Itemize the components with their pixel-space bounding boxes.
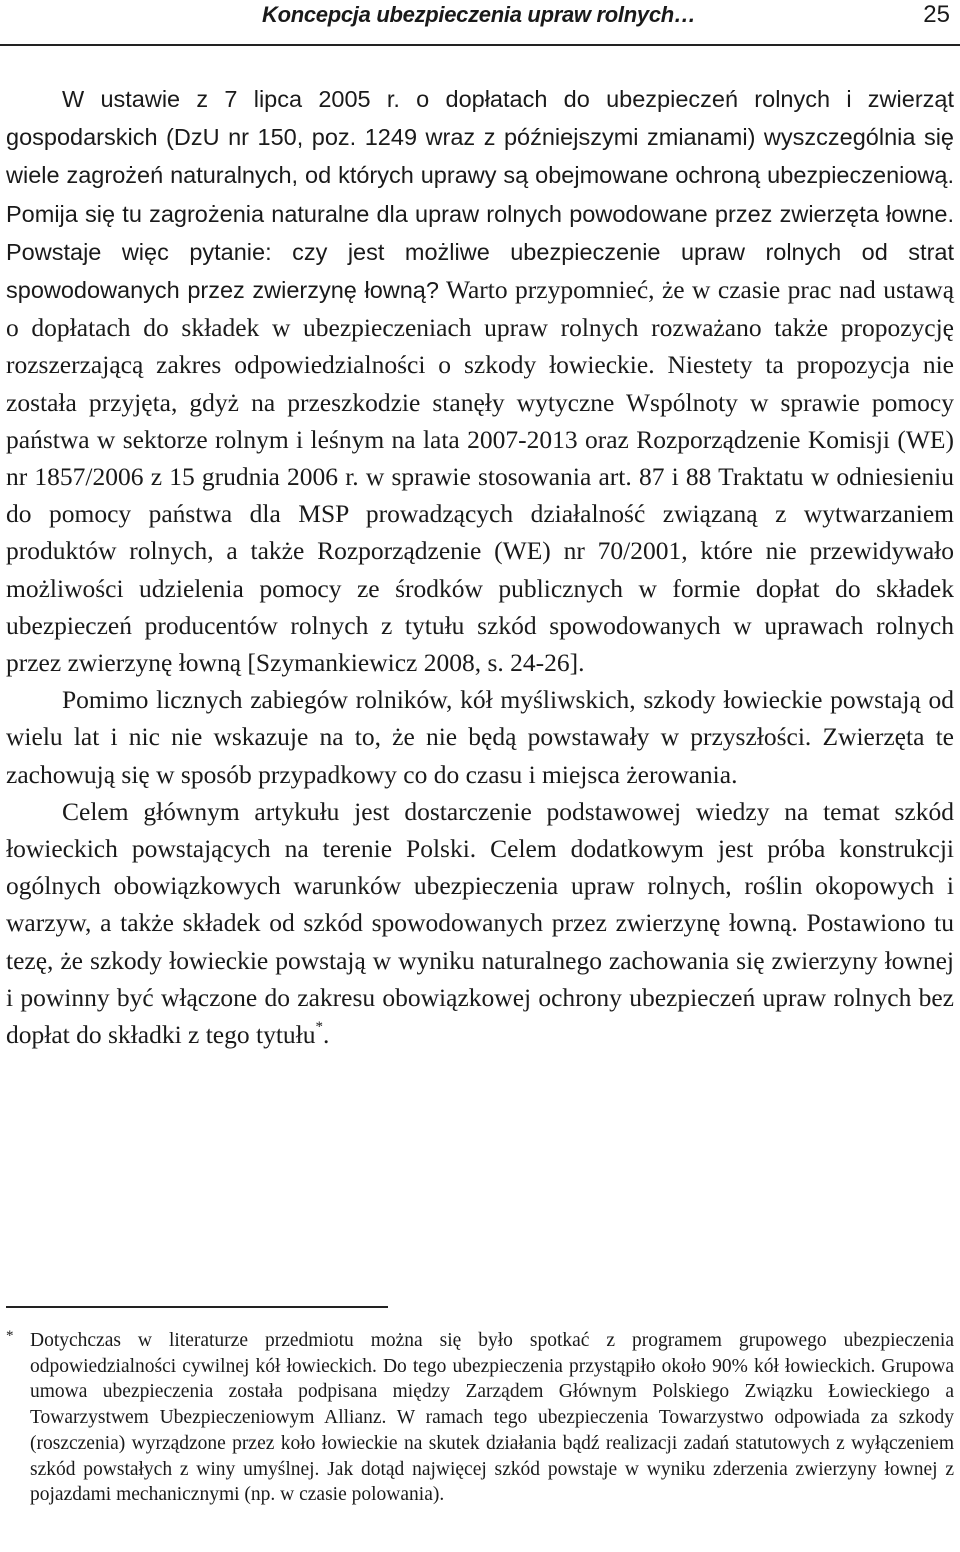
footnote-reference[interactable]: * xyxy=(315,1019,323,1036)
sans-run-natural-hazards: W ustawie z 7 lipca 2005 r. o dopłatach do ubezpieczeń rolnych i zwierząt gospodarskich (DzU nr 150, poz. 1249 wraz z późniejszymi zmianami) wyszczególnia się wiele zagrożeń naturalnych, od których uprawy są obejmowane ochroną ubezpieczeniową. Pomija się tu zagrożenia naturalne dla upraw rolnych powodowane przez zwierzęta łowne. xyxy=(6,86,954,227)
serif-run-reminder: Warto przypomnieć, że w czasie prac nad ustawą o dopłatach do składek w ubezpieczeniach upraw rolnych rozważano także propozycję rozszerzającą zakres odpowiedzialności o szkody łowieckie. Niestety ta propozycja nie została przyjęta, gdyż na przeszkodzie stanęły wytyczne Wspólnoty w sprawie pomocy państwa w sektorze rolnym i leśnym na lata 2007-2013 oraz Rozporządzenie Komisji (WE) nr 1857/2006 z 15 grudnia 2006 r. w sprawie stosowania art. 87 i 88 Traktatu w odniesieniu do pomocy państwa dla MSP prowadzących działalność związaną z wytwarzaniem produktów rolnych, a także Rozporządzenie (WE) nr 70/2001, które nie przewidywało możliwości udzielenia pomocy ze środków publicznych w formie dopłat do składek ubezpieczeń producentów rolnych z tytułu szkód spowodowanych w uprawach rolnych przez zwierzynę łowną [Szymankiewicz 2008, s. 24-26]. xyxy=(6,275,955,678)
article-aim-text: Celem głównym artykułu jest dostarczenie podstawowej wiedzy na temat szkód łowieckich powstających na terenie Polski. Celem dodatkowym jest próba konstrukcji ogólnych obowiązkowych warunków ubezpieczenia upraw rolnych, roślin okopowych i warzyw, a także składek od szkód spowodowanych przez zwierzynę łowną. Postawiono tu tezę, że szkody łowieckie powstają w wyniku naturalnego zachowania się zwierzyny łownej i powinny być włączone do zakresu obowiązkowej ochrony ubezpieczeń upraw rolnych bez dopłat do składki z tego tytułu xyxy=(6,796,954,1050)
sans-run-question: Powstaje więc pytanie: czy jest możliwe ubezpieczenie upraw rolnych od strat spowodowanych przez zwierzynę łowną? xyxy=(6,238,954,304)
article-aim-end: . xyxy=(323,1020,330,1050)
running-header xyxy=(0,0,960,46)
footnote-text: Dotychczas w literaturze przedmiotu można się było spotkać z programem grupowego ubezpieczenia odpowiedzialności cywilnej kół łowieckich. Do tego ubezpieczenia przystąpiło około 90% kół łowieckich. Grupowa umowa ubezpieczenia została podpisana między Zarządem Głównym Polskiego Związku Łowieckiego a Towarzystwem Ubezpieczeniowym Allianz. W ramach tego ubezpieczenia Towarzystwo odpowiada za szkody (roszczenia) wyrządzone przez koło łowieckie na skutek działania bądź realizacji zadań statutowych z wyłączeniem szkód powstałych z winy umyślnej. Jak dotąd najwięcej szkód powstaje w wyniku zderzenia zwierzyny łownej z pojazdami mechanicznymi (np. w czasie polowania). xyxy=(30,1330,954,1506)
footnote-separator xyxy=(6,1306,388,1308)
running-title: Koncepcja ubezpieczenia upraw rolnych… xyxy=(262,2,696,27)
page-number: 25 xyxy=(923,1,950,28)
footnote-marker: * xyxy=(6,1328,14,1344)
paragraph-article-aim xyxy=(6,793,954,1053)
paragraph-legislation xyxy=(6,80,954,681)
body-text xyxy=(6,80,954,1053)
paragraph-hunting-damage: Pomimo licznych zabiegów rolników, kół myśliwskich, szkody łowieckie powstają od wielu lat i nic nie wskazuje na to, że nie będą powstawały w przyszłości. Zwierzęta te zachowują się w sposób przypadkowy co do czasu i miejsca żerowania. xyxy=(6,685,954,789)
footnote xyxy=(6,1328,954,1508)
